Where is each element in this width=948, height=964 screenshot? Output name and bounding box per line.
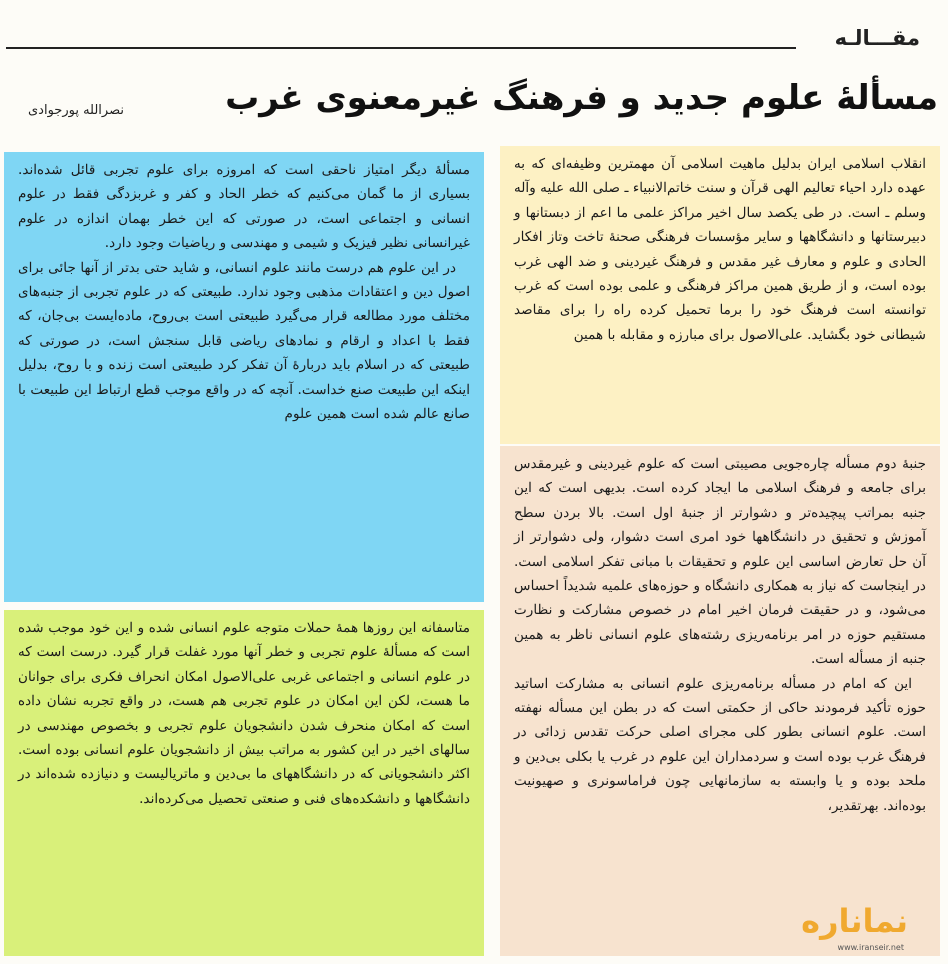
- paragraph: مسألهٔ دیگر امتیاز ناحقی است که امروزه برای علوم تجربی قائل شده‌اند. بسیاری از ما گمان می‌کنیم که خطر الحاد و کفر و غربزدگی فقط در علوم انسانی و اجتماعی است، در صورتی که این خطر بهمان اندازه در علوم غیرانسانی نظیر فیزیک و شیمی و مهندسی و ریاضیات وجود دارد.: [18, 162, 470, 252]
- watermark-logo: نماناره: [801, 902, 908, 940]
- column-empirical-sciences: [4, 152, 484, 602]
- paragraph: انقلاب اسلامی ایران بدلیل ماهیت اسلامی آن مهمترین وظیفه‌ای که به عهده دارد احیاء تعالیم الهی قرآن و سنت خاتم‌الانبیاء ـ صلی الله علیه وآله وسلم ـ است. در طی یکصد سال اخیر مراکز علمی ما اعم از دبستانها و دبیرستانها و دانشگاهها و سایر مؤسسات فرهنگی صحنهٔ تاخت وتاز افکار الحادی و علوم و معارف غیر مقدس و فرهنگ غیردینی و ضد الهی غرب بوده است، و از طریق همین مراکز فرهنگی و علمی بوده است که غرب توانسته است فرهنگ خود را برما تحمیل کرده راه را برای مقاصد شیطانی خود بگشاید. علی‌الاصول برای مبارزه و مقابله با همین: [514, 156, 926, 343]
- paragraph: متاسفانه این روزها همهٔ حملات متوجه علوم انسانی شده و این خود موجب شده است که مسألهٔ علوم تجربی و خطر آنها مورد غفلت قرار گیرد. درست است که در علوم انسانی و اجتماعی غربی علی‌الاصول امکان انحراف فکری برای جوانان ما هست، لکن این امکان در علوم تجربی هم هست، در واقع تجربه نشان داده است که امکان منحرف شدن دانشجویان علوم تجربی و بخصوص مهندسی در سالهای اخیر در این کشور به مراتب بیش از دانشجویان علوم انسانی بوده است. اکثر دانشجویانی که در دانشگاههای ما بی‌دین و ماتریالیست و دنیازده شده‌اند در دانشگاهها و دانشکده‌های فنی و صنعتی تحصیل می‌کرده‌اند.: [18, 620, 470, 807]
- header-rule: [6, 47, 796, 49]
- column-second-aspect: [500, 446, 940, 956]
- section-label: مقـــالـه: [834, 26, 920, 50]
- watermark-url: www.iranseir.net: [837, 943, 904, 952]
- article-title: مسألهٔ علوم جدید و فرهنگ غیرمعنوی غرب: [225, 78, 938, 118]
- paragraph: در این علوم هم درست مانند علوم انسانی، و شاید حتی بدتر از آنها جائی برای اصول دین و اعتقادات مذهبی وجود ندارد. طبیعتی که در علوم تجربی از جنبه‌های مختلف مورد مطالعه قرار می‌گیرد طبیعتی است بی‌روح، ماده‌ایست بی‌جان، که فقط با اعداد و ارقام و نمادهای ریاضی قابل سنجش است، در صورتی که طبیعتی که در اسلام باید دربارهٔ آن تفکر کرد طبیعتی است زنده و با روح، بدلیل اینکه این طبیعت صنع خداست. آنچه که در واقع موجب قطع ارتباط این طبیعت با صانع عالم شده است همین علوم: [18, 259, 470, 423]
- paragraph: جنبهٔ دوم مسأله چاره‌جویی مصیبتی است که علوم غیردینی و غیرمقدس برای جامعه و فرهنگ اسلامی ما ایجاد کرده است. بدیهی است که این جنبه بمراتب پیچیده‌تر و دشوارتر از جنبهٔ اول است. بالا بردن سطح آموزش و تحقیق در دانشگاهها خود امری است دشوار، ولی دشوارتر از آن حل تعارض اساسی این علوم و تحقیقات با مبانی تفکر اسلامی است. در اینجاست که نیاز به همکاری دانشگاه و حوزه‌های علمیه شدیداً احساس می‌شود، و در حقیقت فرمان اخیر امام در خصوص مشارکت و نظارت مستقیم حوزه در امر برنامه‌ریزی رشته‌های علوم انسانی ناظر به همین جنبه از مسأله است.: [514, 456, 926, 668]
- paragraph: این که امام در مسأله برنامه‌ریزی علوم انسانی به مشارکت اساتید حوزه تأکید فرمودند حاکی از حکمتی است که در بطن این مسأله نهفته است. علوم انسانی بطور کلی مجرای اصلی حرکت تقدس زدائی در فرهنگ غرب بوده است و سردمداران این علوم در غرب یا بکلی بی‌دین و ملحد بوده و یا وابسته به سازمانهایی چون فراماسونری و صهیونیت بوده‌اند. بهرتقدیر،: [514, 675, 926, 814]
- column-intro: [500, 146, 940, 444]
- author-name: نصرالله پورجوادی: [28, 103, 124, 118]
- column-humanities-attacks: [4, 610, 484, 956]
